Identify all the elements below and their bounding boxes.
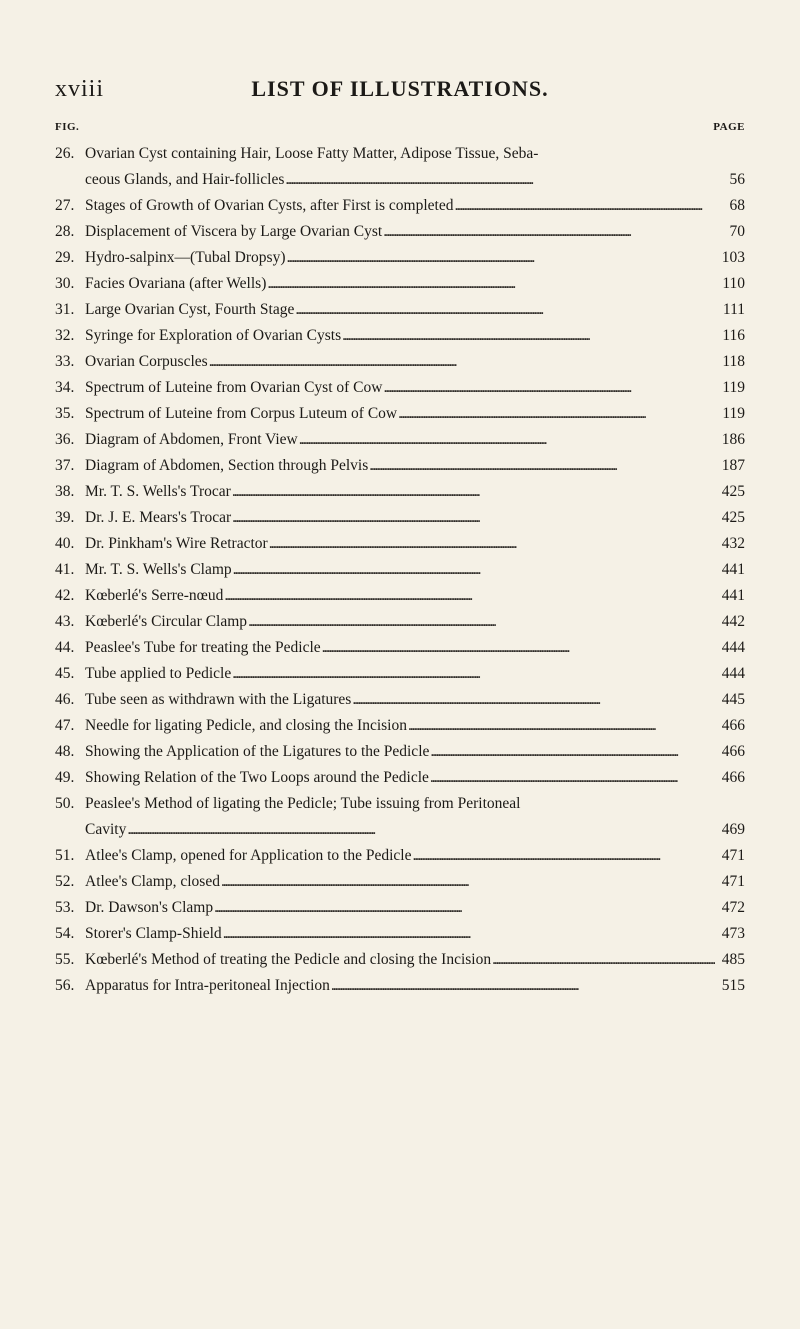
list-item: [55, 453, 745, 479]
page-number: 432: [721, 535, 745, 552]
illustration-title: Atlee's Clamp, closed: [85, 873, 220, 890]
page-number: 466: [721, 743, 745, 760]
page-number: 425: [721, 483, 745, 500]
dot-leader: [287, 245, 716, 271]
list-item: [55, 609, 745, 635]
dot-leader: [221, 869, 715, 895]
figure-number: 50.: [55, 795, 75, 812]
list-item: [55, 245, 745, 271]
figure-number: 47.: [55, 717, 75, 734]
entry-line: [55, 271, 745, 297]
list-item: [55, 323, 745, 349]
page-number: 515: [721, 977, 745, 994]
illustration-title: Spectrum of Luteine from Ovarian Cyst of Cow: [85, 379, 383, 396]
entry-line: [55, 635, 745, 661]
dot-leader: [430, 765, 715, 791]
figure-number: 37.: [55, 457, 75, 474]
dot-leader: [455, 193, 716, 219]
page-number: 187: [721, 457, 745, 474]
illustration-title: Ovarian Cyst containing Hair, Loose Fatty Matter, Adipose Tissue, Seba-: [85, 145, 539, 162]
entry-line: [55, 167, 745, 193]
figure-number: 41.: [55, 561, 75, 578]
dot-leader: [342, 323, 715, 349]
dot-leader: [398, 401, 715, 427]
figure-number: 32.: [55, 327, 75, 344]
page-number: 103: [721, 249, 745, 266]
dot-leader: [269, 531, 715, 557]
dot-leader: [232, 479, 715, 505]
page-number: 466: [721, 717, 745, 734]
list-item: [55, 193, 745, 219]
dot-leader: [285, 167, 715, 193]
page-number: 70: [729, 223, 745, 240]
figure-number: 43.: [55, 613, 75, 630]
figure-number: 49.: [55, 769, 75, 786]
page-number: 444: [721, 639, 745, 656]
illustration-title: Displacement of Viscera by Large Ovarian Cyst: [85, 223, 383, 240]
dot-leader: [232, 661, 715, 687]
dot-leader: [267, 271, 715, 297]
page-number: 471: [721, 847, 745, 864]
entry-line: [55, 323, 745, 349]
figure-number: 27.: [55, 197, 75, 214]
entry-line: [55, 583, 745, 609]
figure-number: 42.: [55, 587, 75, 604]
illustration-title: Diagram of Abdomen, Section through Pelvis: [85, 457, 369, 474]
illustration-title: Kœberlé's Method of treating the Pedicle and closing the Incision: [85, 951, 492, 968]
figure-number: 46.: [55, 691, 75, 708]
entry-line: [55, 531, 745, 557]
list-item: [55, 791, 745, 843]
entry-line: [55, 349, 745, 375]
entry-line: [55, 765, 745, 791]
page-number: 110: [722, 275, 745, 292]
figure-number: 51.: [55, 847, 75, 864]
list-item: [55, 219, 745, 245]
illustration-title: Large Ovarian Cyst, Fourth Stage: [85, 301, 295, 318]
entry-line: [55, 401, 745, 427]
entry-line: [55, 505, 745, 531]
entry-line: [55, 687, 745, 713]
entry-line: [55, 453, 745, 479]
illustration-title: Spectrum of Luteine from Corpus Luteum of Cow: [85, 405, 398, 422]
illustration-title: Storer's Clamp-Shield: [85, 925, 222, 942]
running-head: [55, 72, 745, 108]
page-number: 445: [721, 691, 745, 708]
list-item: [55, 271, 745, 297]
page-number: 471: [721, 873, 745, 890]
page-number: 485: [721, 951, 745, 968]
list-item: [55, 635, 745, 661]
page-number: 441: [721, 561, 745, 578]
dot-leader: [322, 635, 715, 661]
figure-number: 53.: [55, 899, 75, 916]
dot-leader: [232, 505, 715, 531]
illustration-title: Tube seen as withdrawn with the Ligatures: [85, 691, 352, 708]
list-item: [55, 713, 745, 739]
list-item: [55, 687, 745, 713]
page-number: 441: [721, 587, 745, 604]
list-item: [55, 557, 745, 583]
illustration-title: Diagram of Abdomen, Front View: [85, 431, 298, 448]
dot-leader: [295, 297, 715, 323]
page-number: 116: [722, 327, 745, 344]
figure-number: 55.: [55, 951, 75, 968]
entry-line: [55, 609, 745, 635]
illustration-title: Peaslee's Tube for treating the Pedicle: [85, 639, 321, 656]
dot-leader: [408, 713, 715, 739]
page-number: 186: [721, 431, 745, 448]
dot-leader: [369, 453, 715, 479]
figure-number: 44.: [55, 639, 75, 656]
fig-column-heading: FIG.: [55, 121, 80, 133]
entry-line: [55, 791, 745, 817]
illustration-title: Apparatus for Intra-peritoneal Injection: [85, 977, 330, 994]
dot-leader: [223, 921, 715, 947]
page-column-heading: PAGE: [713, 121, 745, 133]
list-item: [55, 297, 745, 323]
figure-number: 35.: [55, 405, 75, 422]
illustration-title: ceous Glands, and Hair-follicles: [85, 171, 285, 188]
entry-line: [55, 245, 745, 271]
page-number: 472: [721, 899, 745, 916]
page-number: 118: [722, 353, 745, 370]
dot-leader: [248, 609, 715, 635]
page-number: 466: [721, 769, 745, 786]
figure-number: 33.: [55, 353, 75, 370]
list-item: [55, 349, 745, 375]
page-number: 425: [721, 509, 745, 526]
dot-leader: [430, 739, 715, 765]
illustration-title: Facies Ovariana (after Wells): [85, 275, 267, 292]
list-item: [55, 141, 745, 193]
entry-line: [55, 843, 745, 869]
list-item: [55, 401, 745, 427]
entry-line: [55, 739, 745, 765]
dot-leader: [383, 375, 715, 401]
dot-leader: [299, 427, 715, 453]
illustration-title: Peaslee's Method of ligating the Pedicle; Tube issuing from Peritoneal: [85, 795, 521, 812]
column-headings: [55, 121, 745, 137]
illustration-title: Dr. J. E. Mears's Trocar: [85, 509, 232, 526]
illustration-title: Cavity: [85, 821, 127, 838]
list-item: [55, 947, 745, 973]
list-item: [55, 427, 745, 453]
page-number: 119: [722, 379, 745, 396]
figure-number: 31.: [55, 301, 75, 318]
illustration-title: Hydro-salpinx—(Tubal Dropsy): [85, 249, 286, 266]
list-item: [55, 583, 745, 609]
dot-leader: [214, 895, 715, 921]
dot-leader: [127, 817, 715, 843]
illustration-title: Syringe for Exploration of Ovarian Cysts: [85, 327, 342, 344]
figure-number: 39.: [55, 509, 75, 526]
entry-line: [55, 375, 745, 401]
entry-line: [55, 557, 745, 583]
dot-leader: [383, 219, 715, 245]
figure-number: 30.: [55, 275, 75, 292]
dot-leader: [331, 973, 715, 999]
page-number: 473: [721, 925, 745, 942]
page-folio: xviii: [55, 76, 105, 102]
figure-number: 48.: [55, 743, 75, 760]
figure-number: 29.: [55, 249, 75, 266]
figure-number: 56.: [55, 977, 75, 994]
dot-leader: [224, 583, 715, 609]
entry-line: [55, 141, 745, 167]
dot-leader: [352, 687, 715, 713]
page-number: 442: [721, 613, 745, 630]
figure-number: 45.: [55, 665, 75, 682]
illustration-title: Atlee's Clamp, opened for Application to the Pedicle: [85, 847, 412, 864]
page-title: LIST OF ILLUSTRATIONS.: [251, 76, 549, 101]
entry-line: [55, 869, 745, 895]
illustration-title: Mr. T. S. Wells's Trocar: [85, 483, 231, 500]
list-item: [55, 739, 745, 765]
illustration-title: Needle for ligating Pedicle, and closing the Incision: [85, 717, 407, 734]
entry-line: [55, 479, 745, 505]
figure-number: 34.: [55, 379, 75, 396]
list-item: [55, 843, 745, 869]
illustration-title: Dr. Dawson's Clamp: [85, 899, 214, 916]
page-number: 119: [722, 405, 745, 422]
page-number: 111: [722, 301, 745, 318]
dot-leader: [492, 947, 715, 973]
page-number: 444: [721, 665, 745, 682]
dot-leader: [233, 557, 715, 583]
entry-line: [55, 947, 745, 973]
list-item: [55, 661, 745, 687]
list-item: [55, 895, 745, 921]
entry-line: [55, 713, 745, 739]
illustration-title: Dr. Pinkham's Wire Retractor: [85, 535, 268, 552]
illustration-title: Ovarian Corpuscles: [85, 353, 208, 370]
list-item: [55, 869, 745, 895]
illustration-title: Kœberlé's Serre-nœud: [85, 587, 224, 604]
entry-line: [55, 193, 745, 219]
illustration-title: Showing the Application of the Ligatures to the Pedicle: [85, 743, 430, 760]
entry-line: [55, 921, 745, 947]
entry-line: [55, 297, 745, 323]
list-item: [55, 531, 745, 557]
figure-number: 40.: [55, 535, 75, 552]
dot-leader: [413, 843, 716, 869]
illustration-title: Tube applied to Pedicle: [85, 665, 232, 682]
figure-number: 52.: [55, 873, 75, 890]
entry-line: [55, 219, 745, 245]
illustration-title: Mr. T. S. Wells's Clamp: [85, 561, 232, 578]
dot-leader: [209, 349, 715, 375]
figure-number: 38.: [55, 483, 75, 500]
entry-line: [55, 661, 745, 687]
entry-line: [55, 817, 745, 843]
page-number: 56: [729, 171, 745, 188]
figure-number: 54.: [55, 925, 75, 942]
entry-line: [55, 427, 745, 453]
page-number: 469: [721, 821, 745, 838]
list-item: [55, 375, 745, 401]
figure-number: 26.: [55, 145, 75, 162]
figure-number: 36.: [55, 431, 75, 448]
illustration-list: [55, 141, 745, 999]
illustration-title: Kœberlé's Circular Clamp: [85, 613, 248, 630]
figure-number: 28.: [55, 223, 75, 240]
list-item: [55, 505, 745, 531]
entry-line: [55, 973, 745, 999]
page-number: 68: [729, 197, 745, 214]
entry-line: [55, 895, 745, 921]
illustration-title: Showing Relation of the Two Loops around the Pedicle: [85, 769, 429, 786]
list-item: [55, 921, 745, 947]
list-item: [55, 479, 745, 505]
list-item: [55, 765, 745, 791]
list-item: [55, 973, 745, 999]
illustration-title: Stages of Growth of Ovarian Cysts, after First is completed: [85, 197, 454, 214]
